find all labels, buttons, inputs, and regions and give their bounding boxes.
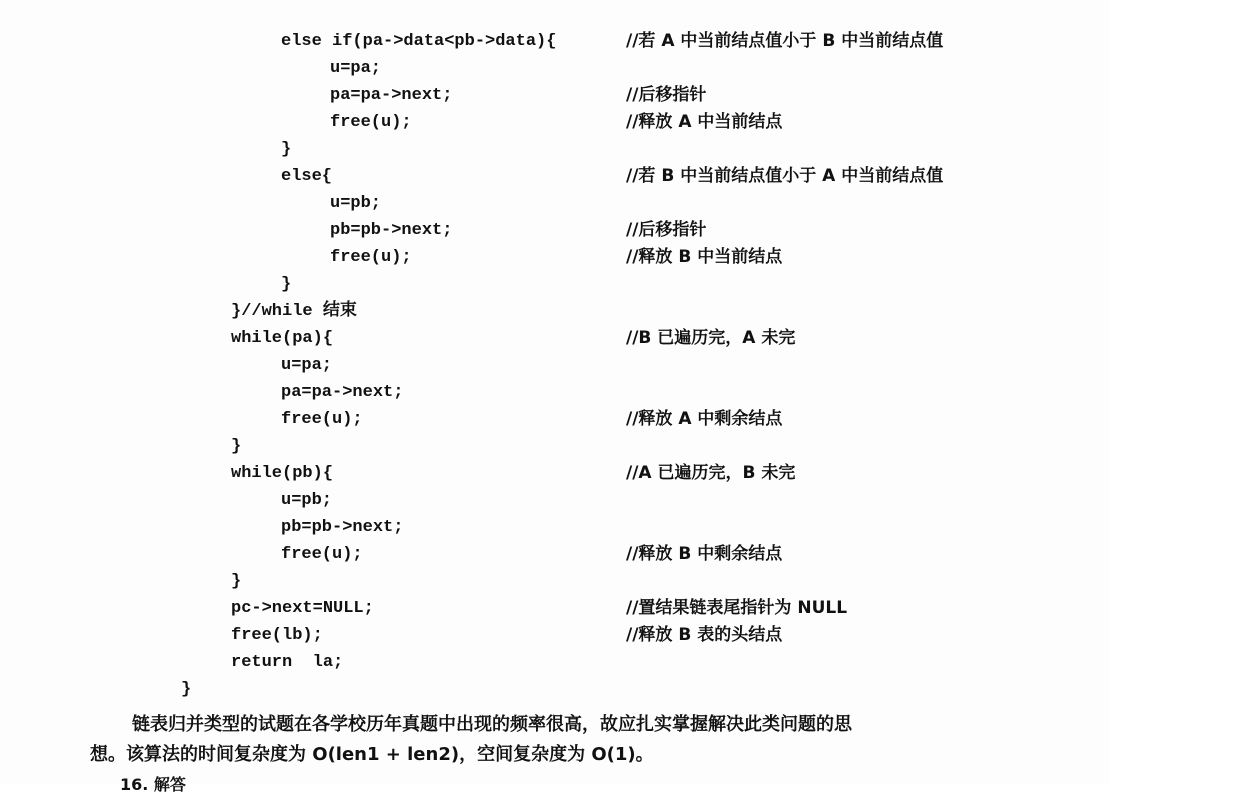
next-section-heading: 16. 解答	[120, 775, 186, 794]
code-line-5	[0, 136, 1109, 163]
code-comment: //置结果链表尾指针为 NULL	[626, 598, 848, 618]
code-text: u=pb;	[330, 194, 382, 213]
code-text: free(u);	[330, 248, 412, 267]
code-line-15	[0, 406, 1109, 433]
code-text: else if(pa->data<pb->data){	[281, 32, 557, 51]
code-text: while(pa){	[231, 329, 334, 348]
code-text: pa=pa->next;	[330, 86, 453, 105]
code-text: else{	[281, 167, 333, 186]
code-comment: //B 已遍历完，A 未完	[626, 328, 796, 348]
code-line-23	[0, 622, 1109, 649]
code-text: pb=pb->next;	[330, 221, 453, 240]
code-line-6	[0, 163, 1109, 190]
code-comment: //若 B 中当前结点值小于 A 中当前结点值	[626, 166, 944, 186]
code-comment: //A 已遍历完，B 未完	[626, 463, 796, 483]
code-text: return la;	[231, 653, 344, 672]
explanation-line-1: 链表归并类型的试题在各学校历年真题中出现的频率很高，故应扎实掌握解决此类问题的思	[132, 714, 852, 735]
code-text: pa=pa->next;	[281, 383, 404, 402]
code-comment: //释放 A 中当前结点	[626, 112, 783, 132]
code-text: pc->next=NULL;	[231, 599, 374, 618]
code-line-25	[0, 676, 1109, 703]
code-text: while(pb){	[231, 464, 334, 483]
code-comment: //释放 B 表的头结点	[626, 625, 783, 645]
code-text: }	[231, 437, 242, 456]
code-line-1	[0, 28, 1109, 55]
code-comment: //若 A 中当前结点值小于 B 中当前结点值	[626, 31, 944, 51]
code-line-3	[0, 82, 1109, 109]
code-line-13	[0, 352, 1109, 379]
code-line-18	[0, 487, 1109, 514]
code-line-21	[0, 568, 1109, 595]
code-line-22	[0, 595, 1109, 622]
code-line-19	[0, 514, 1109, 541]
code-line-14	[0, 379, 1109, 406]
code-line-4	[0, 109, 1109, 136]
code-text: }	[181, 680, 192, 699]
code-text: }	[231, 572, 242, 591]
code-text: }	[281, 275, 292, 294]
code-line-24	[0, 649, 1109, 676]
code-text: pb=pb->next;	[281, 518, 404, 537]
code-line-12	[0, 325, 1109, 352]
code-text: free(u);	[281, 545, 363, 564]
code-text: u=pb;	[281, 491, 333, 510]
code-comment: //释放 A 中剩余结点	[626, 409, 783, 429]
code-line-8	[0, 217, 1109, 244]
code-text: free(lb);	[231, 626, 323, 645]
code-text: free(u);	[330, 113, 412, 132]
code-comment: //释放 B 中剩余结点	[626, 544, 783, 564]
code-line-9	[0, 244, 1109, 271]
explanation-line-2: 想。该算法的时间复杂度为 O(len1 + len2)，空间复杂度为 O(1)。	[90, 744, 654, 765]
code-line-20	[0, 541, 1109, 568]
code-text: u=pa;	[281, 356, 333, 375]
code-text: }//while 结束	[231, 302, 357, 321]
code-text: free(u);	[281, 410, 363, 429]
code-line-2	[0, 55, 1109, 82]
code-text: }	[281, 140, 292, 159]
code-comment: //后移指针	[626, 220, 707, 240]
code-comment: //释放 B 中当前结点	[626, 247, 783, 267]
code-line-10	[0, 271, 1109, 298]
code-comment: //后移指针	[626, 85, 707, 105]
code-line-11	[0, 298, 1109, 325]
code-text: u=pa;	[330, 59, 382, 78]
code-line-7	[0, 190, 1109, 217]
code-line-17	[0, 460, 1109, 487]
next-section-heading-clip	[120, 772, 240, 794]
code-line-16	[0, 433, 1109, 460]
